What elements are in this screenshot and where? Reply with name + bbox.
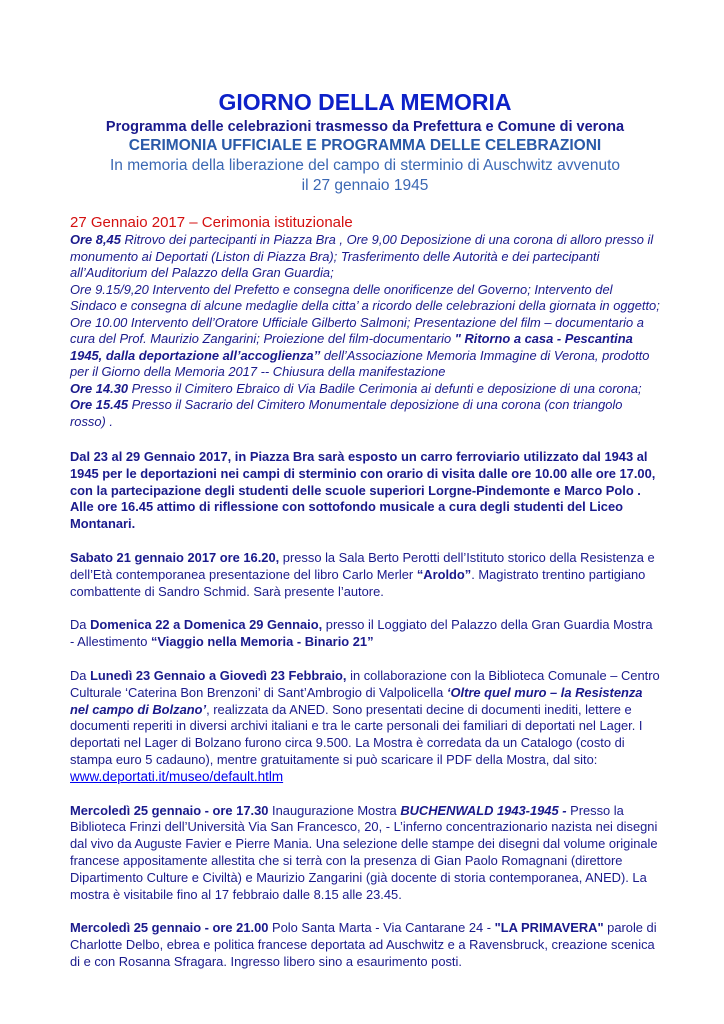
primavera-date: Mercoledì 25 gennaio - ore 21.00 bbox=[70, 920, 269, 936]
book-paragraph bbox=[70, 550, 660, 600]
primavera-paragraph bbox=[70, 920, 660, 970]
ceremony-heading: 27 Gennaio 2017 – Cerimonia istituzionale bbox=[70, 214, 353, 231]
schedule-text: Presso il Cimitero Ebraico di Via Badile Cerimonia ai defunti e deposizione di una corona; bbox=[128, 380, 642, 396]
subtitle-memory-line2: il 27 gennaio 1945 bbox=[301, 177, 429, 194]
book-text: . Magistrato trentino partigiano combattente di Sandro Schmid. Sarà presente l’autore. bbox=[70, 566, 646, 599]
schedule-item bbox=[70, 315, 660, 381]
schedule-text: Presso il Sacrario del Cimitero Monumentale deposizione di una corona (con triangolo rosso) . bbox=[70, 397, 623, 429]
train-text: Dal 23 al 29 Gennaio 2017, in Piazza Bra sarà esposto un carro ferroviario utilizzato dal 1943 al 1945 per le deportazioni nei campi di sterminio con orario di visita dalle ore 10.00 alle ore 17.00, con la partecipazione degli studenti delle scuole superiori Lorgne-Pindemonte e Marco Polo . Alle ore 16.45 attimo di riflessione con sottofondo musicale a cura degli studenti del Liceo Montanari. bbox=[70, 449, 656, 532]
page-title: GIORNO DELLA MEMORIA bbox=[218, 89, 512, 115]
primavera-text: Polo Santa Marta - Via Cantarane 24 - bbox=[268, 920, 495, 936]
buchenwald-date: Mercoledì 25 gennaio - ore 17.30 bbox=[70, 802, 269, 818]
ceremony-schedule bbox=[70, 232, 660, 430]
schedule-time: Ore 15.45 bbox=[70, 397, 129, 412]
schedule-item bbox=[70, 232, 660, 282]
schedule-time: Ore 14.30 bbox=[70, 380, 129, 396]
schedule-text: Ritrovo dei partecipanti in Piazza Bra , Ore 9,00 Deposizione di una corona di alloro presso il monumento ai Deportati (Liston di Piazza Bra); Trasferimento delle Autorità e dei partecipanti all’Auditorium del Palazzo della Gran Guardia; bbox=[70, 232, 654, 280]
exhibit2-dates: Lunedì 23 Gennaio a Giovedì 23 Febbraio, bbox=[90, 667, 347, 683]
buchenwald-text: Inaugurazione Mostra bbox=[268, 802, 401, 818]
schedule-item bbox=[70, 381, 660, 398]
buchenwald-title: BUCHENWALD 1943-1945 - bbox=[400, 802, 567, 818]
exhibit2-text: in collaborazione con la Biblioteca Comunale – Centro Culturale ‘Caterina Bon Brenzoni’ di Sant’Ambrogio di Valpolicella bbox=[70, 667, 660, 700]
subtitle-ceremony: CERIMONIA UFFICIALE E PROGRAMMA DELLE CELEBRAZIONI bbox=[128, 137, 602, 154]
book-date: Sabato 21 gennaio 2017 ore 16.20, bbox=[70, 549, 280, 565]
train-paragraph bbox=[70, 449, 660, 533]
exhibit2-pre: Da bbox=[70, 667, 91, 683]
deportati-link[interactable]: www.deportati.it/museo/default.htlm bbox=[70, 768, 284, 784]
book-title: “Aroldo” bbox=[416, 566, 472, 582]
exhibit1-dates: Domenica 22 a Domenica 29 Gennaio, bbox=[90, 617, 323, 633]
film-title: " Ritorno a casa - Pescantina 1945, dalla deportazione all’accoglienza’’ bbox=[70, 331, 633, 363]
subtitle-program: Programma delle celebrazioni trasmesso da Prefettura e Comune di verona bbox=[105, 119, 625, 135]
schedule-text: Ore 9.15/9,20 Intervento del Prefetto e consegna delle onorificenze del Governo; Intervento del Sindaco e consegna di alcune medaglie della citta’ a ricordo delle celebrazioni della giornata in oggetto; bbox=[70, 281, 660, 313]
primavera-text: parole di Charlotte Delbo, ebrea e politica francese deportata ad Auschwitz e a Ravensbruck, creazione scenica di e con Rosanna Sfragara. Ingresso libero sino a esaurimento posti. bbox=[70, 920, 657, 969]
buchenwald-text: Presso la Biblioteca Frinzi dell’Università Via San Francesco, 20, - L’inferno concentrazionario nazista nei disegni dal vivo da Auguste Favier e Pierre Mania. Una selezione delle stampe dei disegni dal volume originale francese appositamente allestita che si terrà con la presenza di Gian Paolo Romagnani (direttore Dipartimento Culture e Civiltà) e Maurizio Zangarini (già docente di storia contemporanea, ANED). La mostra è visitabile fino al 17 febbraio dalle 8.15 alle 23.45. bbox=[70, 802, 658, 902]
exhibit1-title: “Viaggio nella Memoria - Binario 21” bbox=[150, 634, 374, 650]
schedule-text: dell’Associazione Memoria Immagine di Verona, prodotto per il Giorno della Memoria 2017 -- Chiusura della manifestazione bbox=[70, 347, 650, 379]
exhibit2-text: , realizzata da ANED. Sono presentati decine di documenti inediti, lettere e documenti reperiti in diversi archivi italiani e tra le carte personali dei familiari di deportati nel Lager. I deportati nel Lager di Bolzano furono circa 9.500. La Mostra è corredata da un Catalogo (costo di stampa euro 5 cadauno), mentre gratuitamente si può scaricare il PDF della Mostra, dal sito: bbox=[70, 701, 643, 767]
schedule-time: Ore 8,45 bbox=[70, 232, 121, 247]
exhibit2-paragraph bbox=[70, 668, 660, 786]
schedule-item bbox=[70, 397, 660, 430]
exhibit1-pre: Da bbox=[70, 617, 91, 633]
document-page bbox=[70, 88, 660, 971]
book-text: presso la Sala Berto Perotti dell’Istituto storico della Resistenza e dell’Età contemporanea presentazione del libro Carlo Merler bbox=[70, 549, 655, 582]
buchenwald-paragraph bbox=[70, 803, 660, 904]
exhibit1-paragraph bbox=[70, 617, 660, 651]
exhibit1-text: presso il Loggiato del Palazzo della Gran Guardia Mostra - Allestimento bbox=[70, 617, 653, 650]
primavera-title: "LA PRIMAVERA" bbox=[494, 920, 604, 936]
subtitle-memory-line1: In memoria della liberazione del campo di sterminio di Auschwitz avvenuto bbox=[109, 157, 621, 174]
schedule-item bbox=[70, 282, 660, 315]
schedule-text: Ore 10.00 Intervento dell’Oratore Ufficiale Gilberto Salmoni; Presentazione del film – documentario a cura del Prof. Maurizio Zangarini; Proiezione del film-documentario bbox=[70, 314, 644, 346]
exhibit2-title: ‘Oltre quel muro – la Resistenza nel campo di Bolzano’ bbox=[70, 684, 643, 717]
